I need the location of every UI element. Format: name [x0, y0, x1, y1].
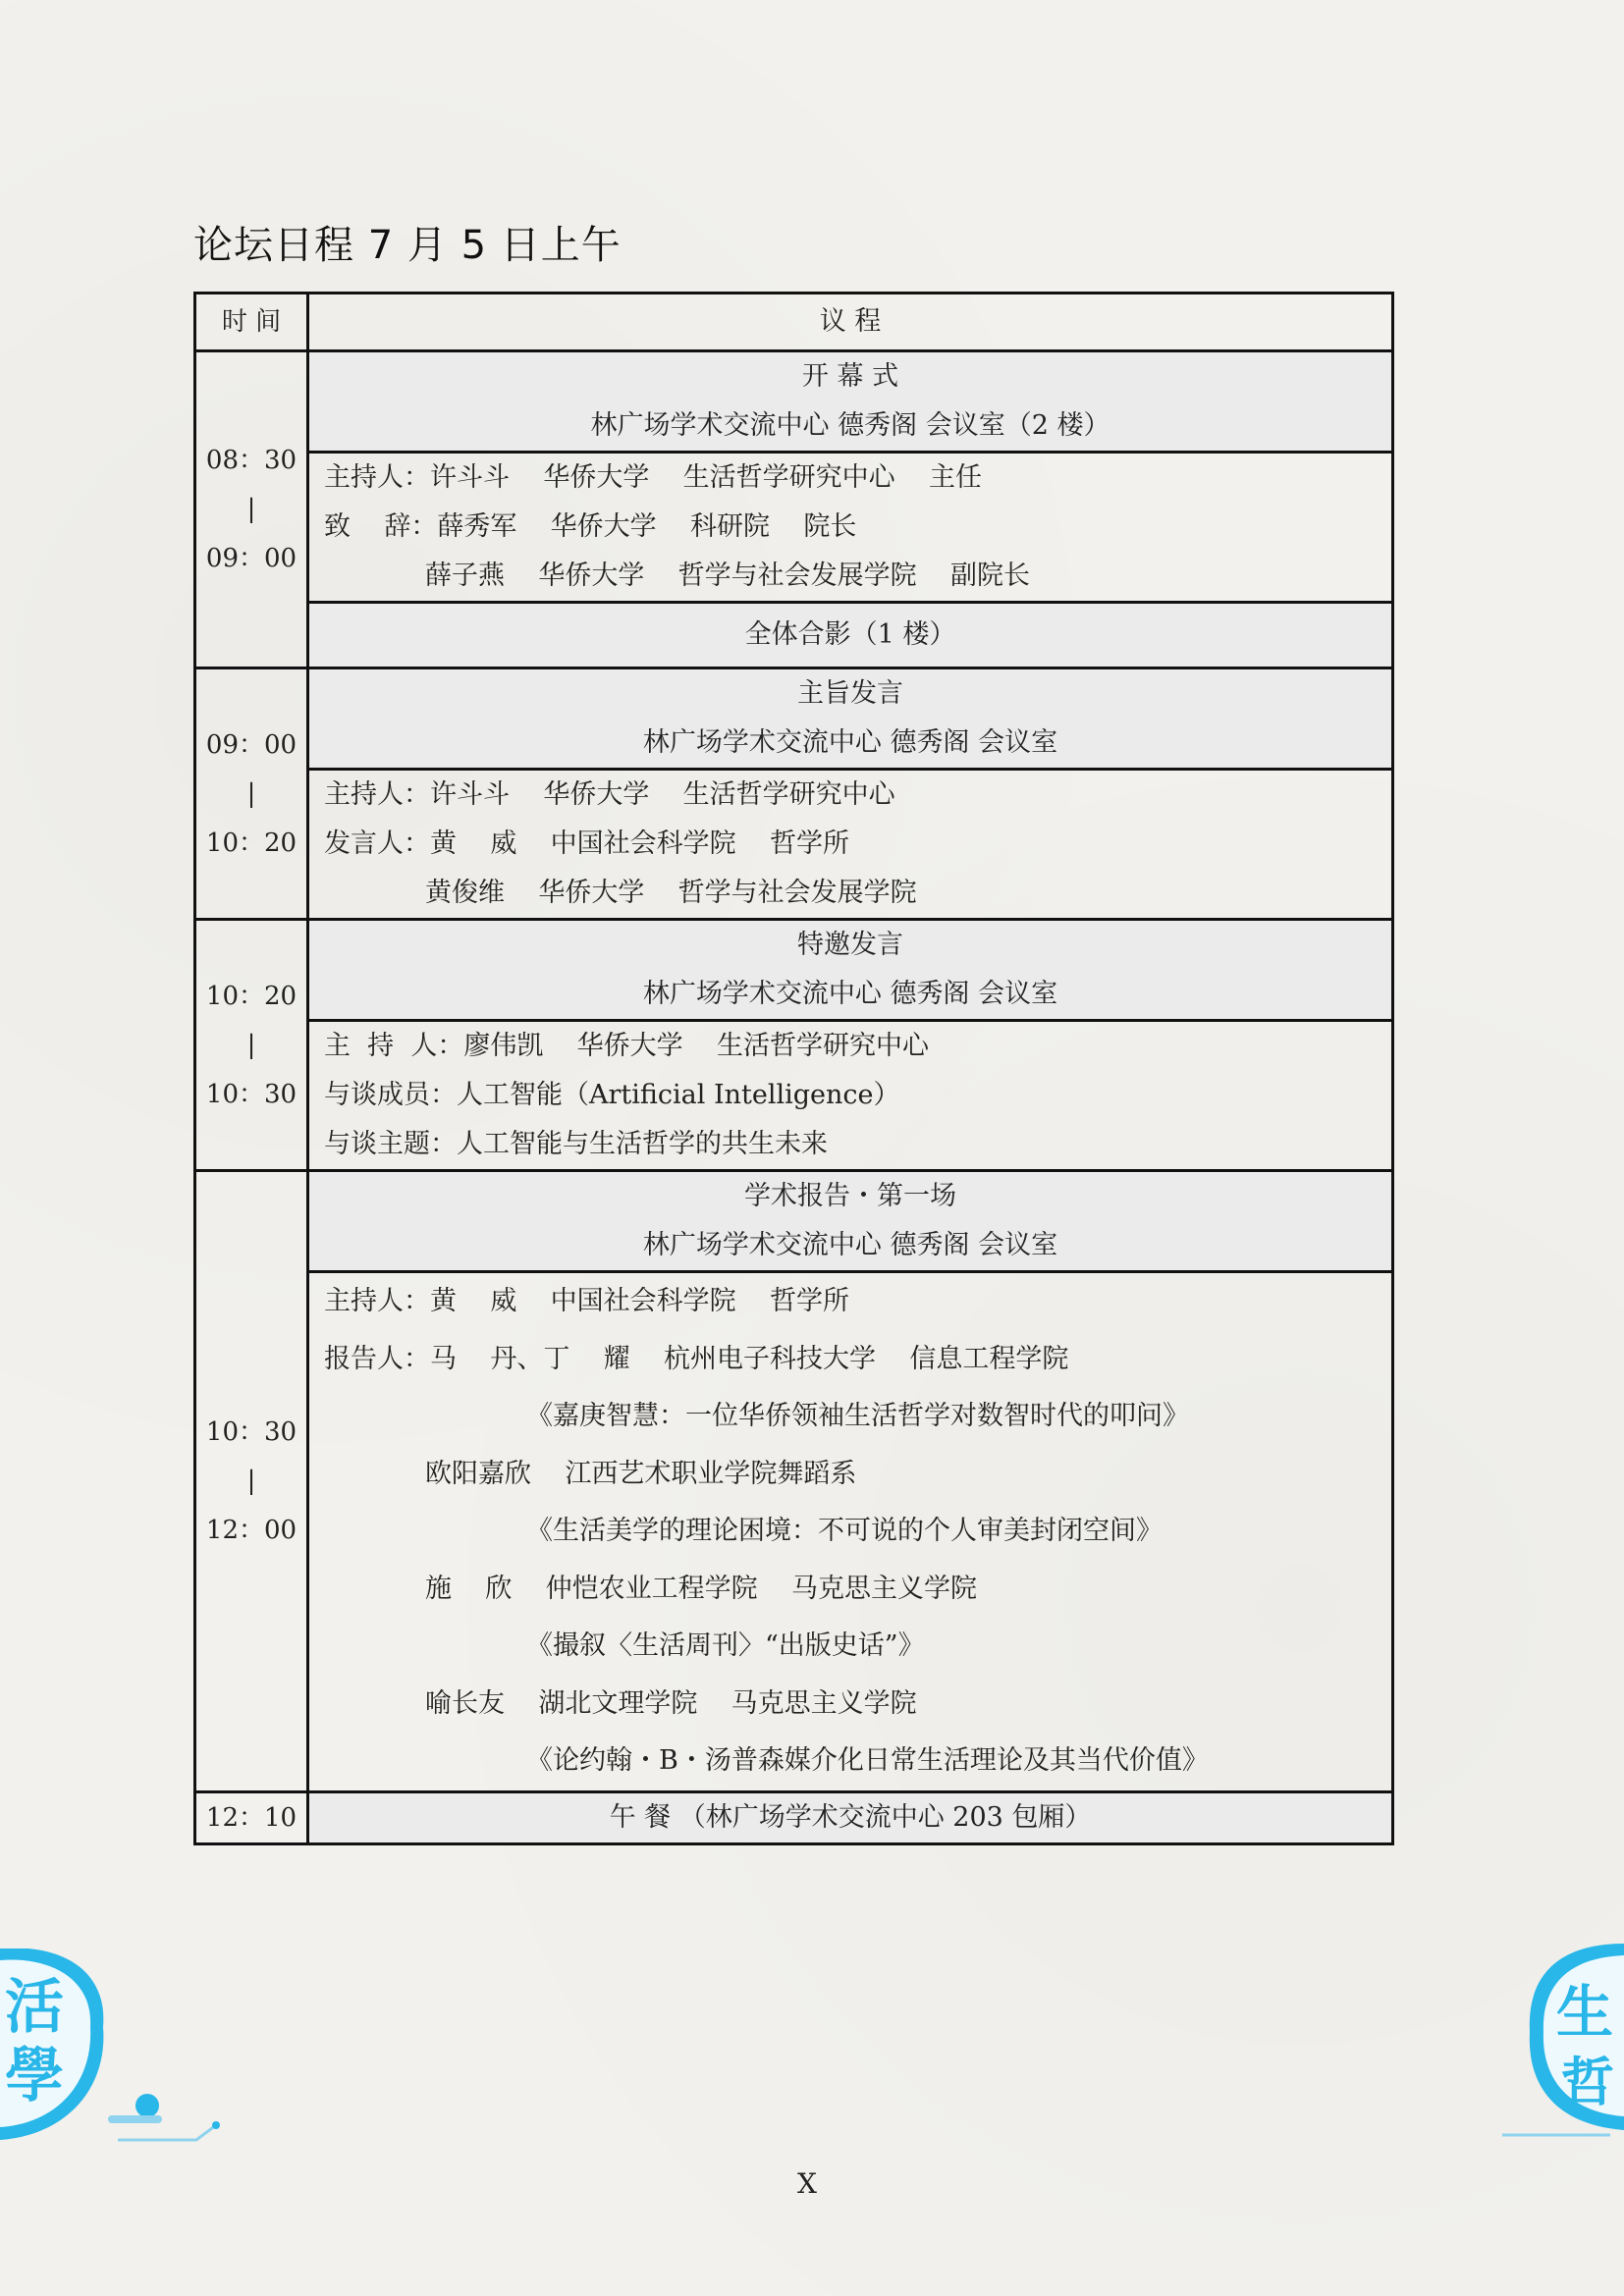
session-time — [195, 668, 308, 920]
body-line: 薛子燕 华侨大学 哲学与社会发展学院 副院长 — [324, 561, 1030, 591]
session-time — [195, 1171, 308, 1792]
session-header — [308, 1171, 1393, 1272]
time-start: 08：30 — [205, 446, 298, 475]
body-line: 《生活美学的理论困境：不可说的个人审美封闭空间》 — [324, 1516, 1163, 1546]
time-end: 09：00 — [205, 544, 298, 573]
page-number: X — [797, 2167, 817, 2200]
right-logo-icon — [1502, 1944, 1624, 2140]
session-header — [308, 920, 1393, 1021]
body-line: 主持人：许斗斗 华侨大学 生活哲学研究中心 主任 — [324, 462, 982, 493]
lunch-row — [195, 1791, 1393, 1843]
body-line: 《撮叙〈生活周刊〉“出版史话”》 — [324, 1630, 925, 1661]
table-header-row — [195, 294, 1393, 351]
session-opening-header — [195, 351, 1393, 453]
body-line: 主持人：许斗斗 华侨大学 生活哲学研究中心 — [324, 779, 895, 810]
body-line: 发言人：黄 威 中国社会科学院 哲学所 — [324, 828, 849, 859]
session-time — [195, 351, 308, 668]
body-line: 黄俊维 华侨大学 哲学与社会发展学院 — [324, 878, 917, 908]
left-logo-text-2: 學 — [5, 2042, 64, 2110]
session-name: 学术报告・第一场 — [744, 1181, 956, 1211]
time-start: 09：00 — [205, 729, 298, 760]
body-line: 喻长友 湖北文理学院 马克思主义学院 — [324, 1687, 917, 1719]
schedule-table — [193, 292, 1394, 1845]
time-separator: | — [246, 495, 256, 524]
session-keynote-body — [195, 770, 1393, 920]
session-venue: 林广场学术交流中心 德秀阁 会议室 — [642, 727, 1058, 758]
session-report-header — [195, 1171, 1393, 1272]
group-photo-row — [195, 603, 1393, 668]
left-logo-icon — [0, 1949, 226, 2145]
time-separator: | — [246, 778, 256, 809]
session-opening-body — [195, 453, 1393, 603]
time-start: 10：30 — [205, 1416, 298, 1447]
body-line: 致 辞：薛秀军 华侨大学 科研院 院长 — [324, 511, 857, 542]
session-venue: 林广场学术交流中心 德秀阁 会议室 — [642, 979, 1058, 1009]
page-title: 论坛日程 7 月 5 日上午 — [193, 223, 622, 268]
lunch-time: 12：10 — [195, 1791, 308, 1843]
time-start: 10：20 — [205, 981, 298, 1011]
time-end: 12：00 — [205, 1515, 298, 1545]
time-separator: | — [246, 1030, 256, 1060]
session-header — [308, 351, 1393, 453]
session-time — [195, 920, 308, 1171]
left-logo-text-1: 活 — [5, 1973, 64, 2042]
session-invited-header — [195, 920, 1393, 1021]
body-line: 《论约翰・B・汤普森媒介化日常生活理论及其当代价值》 — [324, 1745, 1209, 1776]
body-line: 主持人：黄 威 中国社会科学院 哲学所 — [324, 1286, 849, 1316]
session-venue: 林广场学术交流中心 德秀阁 会议室（2 楼） — [590, 410, 1110, 441]
body-line: 与谈成员：人工智能（Artificial Intelligence） — [324, 1080, 900, 1110]
session-report-body — [195, 1272, 1393, 1792]
session-body — [308, 1272, 1393, 1792]
body-line: 主 持 人：廖伟凯 华侨大学 生活哲学研究中心 — [324, 1031, 929, 1061]
session-body — [308, 770, 1393, 920]
session-body — [308, 453, 1393, 603]
session-name: 特邀发言 — [797, 930, 903, 960]
session-keynote-header — [195, 668, 1393, 770]
header-time: 时 间 — [195, 294, 308, 351]
group-photo: 全体合影（1 楼） — [308, 603, 1393, 668]
session-header — [308, 668, 1393, 770]
session-name: 开 幕 式 — [801, 361, 899, 392]
lunch-text: 午 餐 （林广场学术交流中心 203 包厢） — [308, 1791, 1393, 1843]
right-logo-text-1: 生 — [1556, 1979, 1614, 2046]
time-separator: | — [246, 1466, 256, 1496]
body-line: 报告人：马 丹、丁 耀 杭州电子科技大学 信息工程学院 — [324, 1343, 1069, 1374]
body-line: 欧阳嘉欣 江西艺术职业学院舞蹈系 — [324, 1458, 857, 1489]
body-line: 与谈主题：人工智能与生活哲学的共生未来 — [324, 1129, 828, 1159]
time-end: 10：30 — [205, 1079, 298, 1109]
session-invited-body — [195, 1021, 1393, 1171]
right-logo-text-2: 哲 — [1561, 2052, 1614, 2113]
body-line: 《嘉庚智慧：一位华侨领袖生活哲学对数智时代的叩问》 — [324, 1401, 1189, 1431]
session-venue: 林广场学术交流中心 德秀阁 会议室 — [642, 1230, 1058, 1260]
header-agenda: 议 程 — [308, 294, 1393, 351]
body-line: 施 欣 仲恺农业工程学院 马克思主义学院 — [324, 1573, 977, 1604]
session-body — [308, 1021, 1393, 1171]
session-name: 主旨发言 — [797, 678, 903, 709]
time-end: 10：20 — [205, 828, 298, 858]
